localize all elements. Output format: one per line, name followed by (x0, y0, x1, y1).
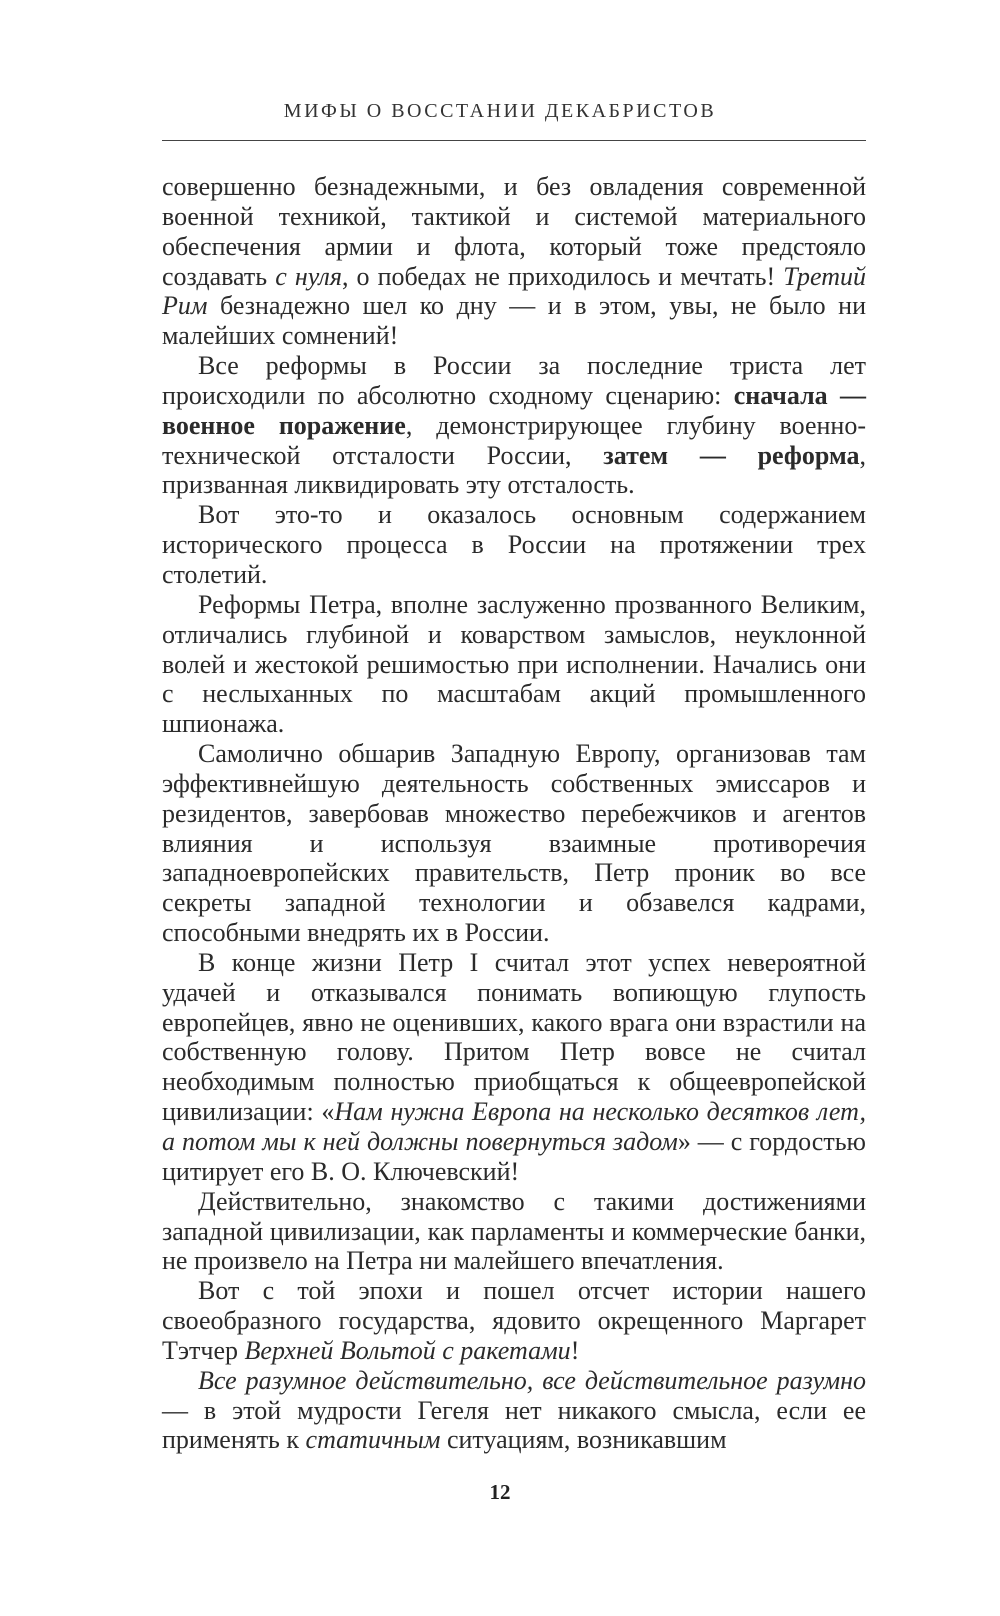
paragraph (162, 1366, 866, 1456)
text-run: совершенно безнадежными, и без овладения современной военной техникой, тактикой и системой материального обеспечения армии и флота, который тоже предстояло создавать (162, 172, 866, 291)
text-run: ситуациям, возникавшим (440, 1425, 727, 1455)
body-text (162, 172, 866, 1455)
text-run: Действительно, знакомство с такими достижениями западной цивилизации, как парламенты и коммерческие банки, не произвело на Петра ни малейшего впечатления. (162, 1186, 866, 1276)
paragraph (162, 1276, 866, 1366)
text-run: безнадежно шел ко дну — и в этом, увы, не было ни малейших сомнений! (162, 291, 866, 351)
text-run: Все реформы в России за последние триста лет происходили по абсолютно сходному сценарию: (162, 351, 866, 410)
paragraph (162, 1187, 866, 1277)
text-run: ! (570, 1335, 580, 1365)
italic-text: Верхней Вольтой с ракетами (244, 1335, 571, 1365)
italic-text: Все разумное действительно, все действительное разумно (198, 1365, 866, 1395)
paragraph (162, 590, 866, 739)
header-rule (162, 140, 866, 141)
italic-text: с нуля (275, 261, 342, 291)
running-head: МИФЫ О ВОССТАНИИ ДЕКАБРИСТОВ (283, 100, 717, 122)
text-run: В конце жизни Петр I считал этот успех невероятной удачей и отказывался понимать вопиющую глупость европейцев, явно не оценивших, какого врага они взрастили на собственную голову. Притом Петр вовсе не считал необходимым полностью приобщаться к общеевропейской цивилизации: « (162, 947, 866, 1127)
paragraph (162, 500, 866, 590)
text-run: Реформы Петра, вполне заслуженно прозванного Великим, отличались глубиной и коварством замыслов, неуклонной волей и жестокой решимостью при исполнении. Начались они с неслыханных по масштабам акций промышленного шпионажа. (162, 589, 866, 739)
italic-text: статичным (305, 1425, 441, 1455)
page-number: 12 (489, 1480, 511, 1504)
text-run: Вот это-то и оказалось основным содержанием исторического процесса в России на протяжении трех столетий. (162, 500, 866, 589)
paragraph (162, 351, 866, 500)
text-run: Самолично обшарив Западную Европу, организовав там эффективнейшую деятельность собственных эмиссаров и резидентов, завербовав множество перебежчиков и агентов влияния и используя взаимные противоречия западноевропейских правительств, Петр проник во все секреты западной технологии и обзавелся кадрами, способными внедрять их в России. (162, 739, 866, 948)
paragraph (162, 172, 866, 351)
italic-text: Третий Рим (162, 261, 866, 321)
bold-text: затем — реформа (603, 440, 860, 470)
paragraph (162, 739, 866, 948)
bold-text: сначала — военное поражение (162, 380, 866, 440)
text-run: Вот с той эпохи и пошел отсчет истории нашего своеобразного государства, ядовито окрещенного Маргарет Тэтчер (162, 1276, 866, 1365)
text-run: , призванная ликвидировать эту отсталость. (162, 440, 866, 500)
text-run: » — с гордостью цитирует его В. О. Ключевский! (162, 1127, 866, 1186)
text-run: , демонстрирующее глубину военно-технической отсталости России, (162, 410, 866, 470)
italic-text: Нам нужна Европа на несколько десятков лет, а потом мы к ней должны повернуться задом (162, 1097, 866, 1156)
paragraph (162, 948, 866, 1187)
text-run: , о победах не приходилось и мечтать! (341, 261, 784, 291)
text-run: — в этой мудрости Гегеля нет никакого смысла, если ее применять к (162, 1395, 866, 1455)
